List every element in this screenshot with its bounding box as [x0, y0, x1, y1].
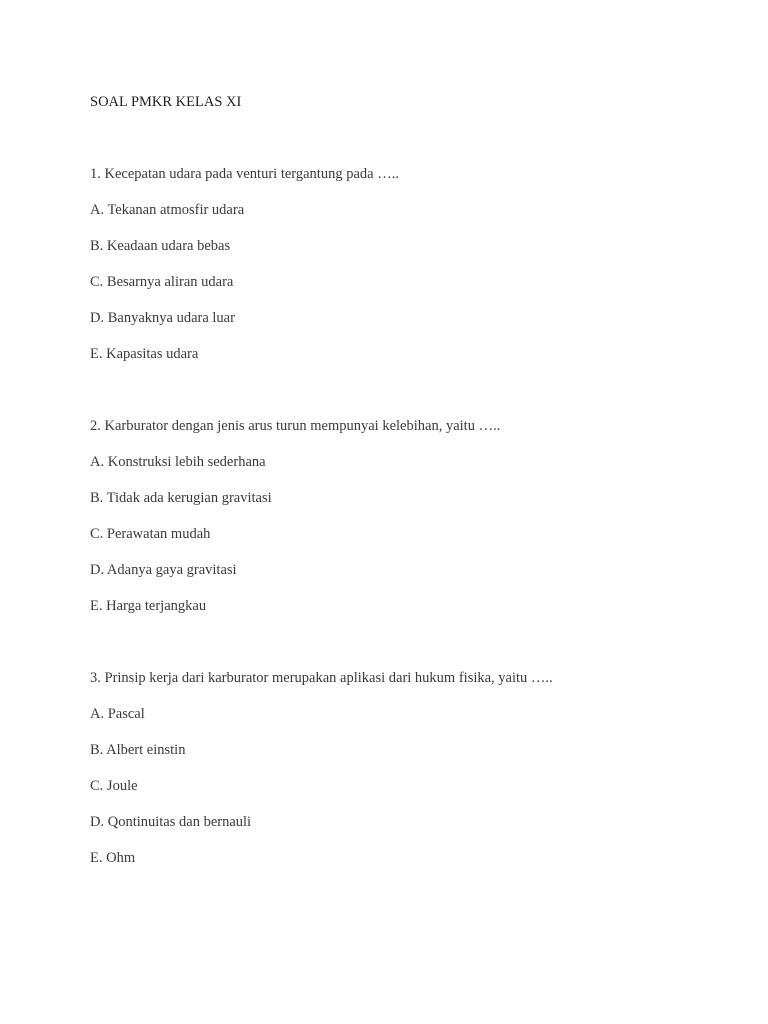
answer-option-b: B. Tidak ada kerugian gravitasi — [90, 490, 272, 506]
answer-option-c: C. Joule — [90, 778, 138, 794]
answer-option-b: B. Keadaan udara bebas — [90, 238, 231, 254]
question-1 — [90, 165, 730, 381]
answer-option-e: E. Ohm — [90, 850, 136, 866]
question-text: 2. Karburator dengan jenis arus turun mempunyai kelebihan, yaitu ….. — [90, 418, 501, 434]
document-title: SOAL PMKR KELAS XI — [90, 94, 242, 110]
answer-option-e: E. Harga terjangkau — [90, 598, 207, 614]
question-text: 3. Prinsip kerja dari karburator merupakan aplikasi dari hukum fisika, yaitu ….. — [90, 670, 553, 686]
answer-option-c: C. Perawatan mudah — [90, 526, 211, 542]
question-2 — [90, 417, 730, 633]
question-text: 1. Kecepatan udara pada venturi tergantung pada ….. — [90, 166, 399, 182]
answer-option-a: A. Tekanan atmosfir udara — [90, 202, 245, 218]
answer-option-d: D. Banyaknya udara luar — [90, 310, 235, 326]
answer-option-b: B. Albert einstin — [90, 742, 186, 758]
answer-option-a: A. Pascal — [90, 706, 145, 722]
answer-option-d: D. Qontinuitas dan bernauli — [90, 814, 252, 830]
answer-option-c: C. Besarnya aliran udara — [90, 274, 234, 290]
question-3 — [90, 669, 730, 885]
answer-option-a: A. Konstruksi lebih sederhana — [90, 454, 266, 470]
answer-option-e: E. Kapasitas udara — [90, 346, 199, 362]
answer-option-d: D. Adanya gaya gravitasi — [90, 562, 237, 578]
